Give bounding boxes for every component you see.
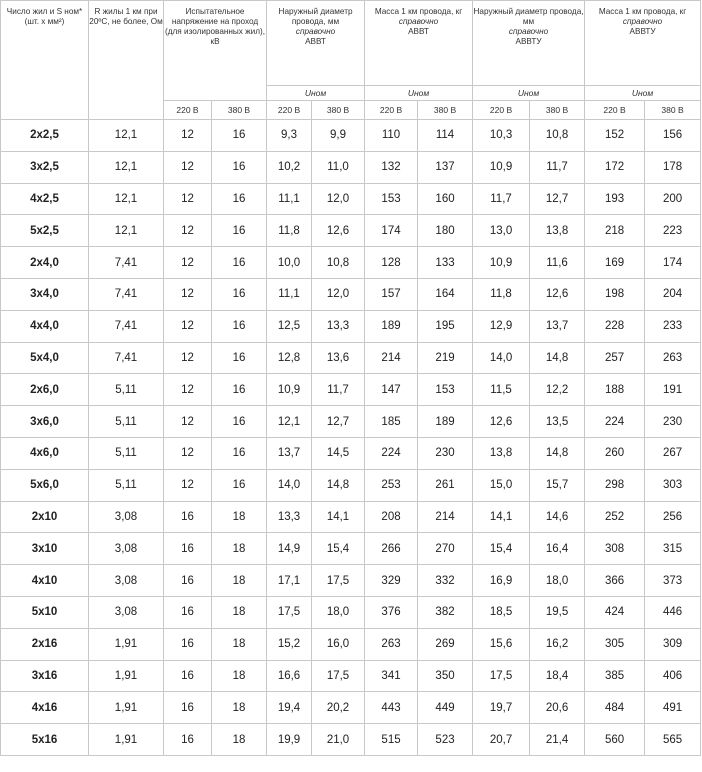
cell-mass-abvt-220: 128 bbox=[365, 247, 418, 279]
cell-diameter-abvtu-380: 12,6 bbox=[530, 278, 585, 310]
cell-diameter-abvt-380: 14,5 bbox=[312, 437, 365, 469]
cell-diameter-abvtu-220: 15,0 bbox=[473, 469, 530, 501]
cell-test-380: 18 bbox=[212, 692, 267, 724]
header-diameter-abvtu-label: Наружный диаметр провода, мм bbox=[473, 7, 584, 26]
cell-test-220: 12 bbox=[164, 247, 212, 279]
cell-mass-abvt-220: 185 bbox=[365, 406, 418, 438]
unom-diameter-abvt: Uном bbox=[267, 86, 365, 101]
cell-diameter-abvtu-220: 11,7 bbox=[473, 183, 530, 215]
cell-diameter-abvtu-220: 20,7 bbox=[473, 724, 530, 756]
header-mass-abvt-brand: АВВТ bbox=[408, 27, 429, 36]
cell-mass-abvt-220: 515 bbox=[365, 724, 418, 756]
cell-strands: 4х4,0 bbox=[1, 310, 89, 342]
cell-test-220: 16 bbox=[164, 565, 212, 597]
header-diameter-abvt-brand: АВВТ bbox=[305, 37, 326, 46]
table-row bbox=[1, 215, 701, 247]
table-row bbox=[1, 501, 701, 533]
cell-test-380: 18 bbox=[212, 628, 267, 660]
cell-mass-abvt-220: 329 bbox=[365, 565, 418, 597]
cell-mass-abvt-380: 269 bbox=[418, 628, 473, 660]
cell-mass-abvt-380: 153 bbox=[418, 374, 473, 406]
cell-diameter-abvtu-220: 15,6 bbox=[473, 628, 530, 660]
cell-strands: 3х16 bbox=[1, 660, 89, 692]
cell-strands: 3х6,0 bbox=[1, 406, 89, 438]
cell-mass-abvtu-220: 484 bbox=[585, 692, 645, 724]
cell-diameter-abvt-220: 11,1 bbox=[267, 183, 312, 215]
cell-diameter-abvt-220: 10,9 bbox=[267, 374, 312, 406]
cell-mass-abvt-380: 137 bbox=[418, 151, 473, 183]
cell-test-380: 18 bbox=[212, 660, 267, 692]
cell-diameter-abvtu-380: 19,5 bbox=[530, 596, 585, 628]
cell-mass-abvt-380: 114 bbox=[418, 120, 473, 152]
cell-mass-abvtu-380: 174 bbox=[645, 247, 701, 279]
header-resistance: R жилы 1 км при 20ºС, не более, Ом bbox=[89, 1, 164, 120]
cell-mass-abvtu-380: 178 bbox=[645, 151, 701, 183]
cell-diameter-abvt-380: 15,4 bbox=[312, 533, 365, 565]
cell-diameter-abvt-380: 13,6 bbox=[312, 342, 365, 374]
cell-diameter-abvt-380: 18,0 bbox=[312, 596, 365, 628]
header-mass-abvt-note: справочно bbox=[398, 17, 439, 26]
cell-diameter-abvt-220: 16,6 bbox=[267, 660, 312, 692]
header-mass-abvtu-note: справочно bbox=[622, 17, 663, 26]
cell-mass-abvtu-380: 309 bbox=[645, 628, 701, 660]
cell-resistance: 1,91 bbox=[89, 724, 164, 756]
cell-diameter-abvtu-220: 16,9 bbox=[473, 565, 530, 597]
table-row bbox=[1, 310, 701, 342]
header-mass-abvt bbox=[365, 1, 473, 86]
cell-mass-abvt-220: 147 bbox=[365, 374, 418, 406]
cell-mass-abvtu-380: 230 bbox=[645, 406, 701, 438]
cell-mass-abvtu-220: 308 bbox=[585, 533, 645, 565]
cell-mass-abvt-380: 523 bbox=[418, 724, 473, 756]
cell-mass-abvt-380: 382 bbox=[418, 596, 473, 628]
table-row bbox=[1, 278, 701, 310]
unom-mass-abvt: Uном bbox=[365, 86, 473, 101]
table-row bbox=[1, 437, 701, 469]
cell-resistance: 1,91 bbox=[89, 660, 164, 692]
cell-mass-abvt-380: 180 bbox=[418, 215, 473, 247]
voltage-380-mass-abvt: 380 В bbox=[418, 101, 473, 120]
cell-diameter-abvt-380: 14,1 bbox=[312, 501, 365, 533]
cell-resistance: 7,41 bbox=[89, 247, 164, 279]
cell-diameter-abvt-380: 12,7 bbox=[312, 406, 365, 438]
cell-test-380: 18 bbox=[212, 501, 267, 533]
cell-test-380: 18 bbox=[212, 533, 267, 565]
header-diameter-abvtu-brand: АВВТУ bbox=[515, 37, 542, 46]
cell-test-220: 12 bbox=[164, 215, 212, 247]
cell-diameter-abvt-220: 14,0 bbox=[267, 469, 312, 501]
cell-strands: 2х4,0 bbox=[1, 247, 89, 279]
cell-strands: 4х16 bbox=[1, 692, 89, 724]
header-mass-abvtu-label: Масса 1 км провода, кг bbox=[598, 7, 687, 16]
cell-diameter-abvt-220: 10,0 bbox=[267, 247, 312, 279]
cell-test-220: 16 bbox=[164, 692, 212, 724]
table-row bbox=[1, 183, 701, 215]
cell-diameter-abvt-220: 9,3 bbox=[267, 120, 312, 152]
cell-mass-abvt-220: 208 bbox=[365, 501, 418, 533]
cell-mass-abvtu-380: 491 bbox=[645, 692, 701, 724]
cell-mass-abvtu-380: 233 bbox=[645, 310, 701, 342]
cell-resistance: 5,11 bbox=[89, 374, 164, 406]
cell-strands: 3х2,5 bbox=[1, 151, 89, 183]
cell-mass-abvtu-380: 256 bbox=[645, 501, 701, 533]
cell-diameter-abvtu-220: 14,0 bbox=[473, 342, 530, 374]
cell-diameter-abvt-220: 12,8 bbox=[267, 342, 312, 374]
cell-mass-abvt-220: 132 bbox=[365, 151, 418, 183]
cell-resistance: 5,11 bbox=[89, 406, 164, 438]
cell-mass-abvt-380: 261 bbox=[418, 469, 473, 501]
header-test-voltage: Испытательное напряжение на проход (для изолированных жил), кВ bbox=[164, 1, 267, 101]
cell-diameter-abvtu-220: 11,8 bbox=[473, 278, 530, 310]
cell-diameter-abvt-220: 13,3 bbox=[267, 501, 312, 533]
cell-strands: 2х6,0 bbox=[1, 374, 89, 406]
cell-diameter-abvtu-380: 13,7 bbox=[530, 310, 585, 342]
cell-mass-abvtu-220: 188 bbox=[585, 374, 645, 406]
table-row bbox=[1, 469, 701, 501]
voltage-220-mass-abvt: 220 В bbox=[365, 101, 418, 120]
cell-diameter-abvt-380: 9,9 bbox=[312, 120, 365, 152]
cell-mass-abvtu-380: 200 bbox=[645, 183, 701, 215]
cell-diameter-abvt-380: 14,8 bbox=[312, 469, 365, 501]
cell-diameter-abvt-380: 11,0 bbox=[312, 151, 365, 183]
cell-test-380: 16 bbox=[212, 437, 267, 469]
cell-mass-abvtu-220: 424 bbox=[585, 596, 645, 628]
cell-test-380: 18 bbox=[212, 565, 267, 597]
cell-diameter-abvt-220: 13,7 bbox=[267, 437, 312, 469]
cell-resistance: 5,11 bbox=[89, 469, 164, 501]
cell-diameter-abvtu-220: 13,0 bbox=[473, 215, 530, 247]
cell-mass-abvt-220: 174 bbox=[365, 215, 418, 247]
cell-mass-abvtu-380: 267 bbox=[645, 437, 701, 469]
cell-mass-abvtu-380: 406 bbox=[645, 660, 701, 692]
cell-diameter-abvt-380: 12,6 bbox=[312, 215, 365, 247]
cell-diameter-abvt-220: 12,1 bbox=[267, 406, 312, 438]
cell-strands: 4х2,5 bbox=[1, 183, 89, 215]
cell-resistance: 7,41 bbox=[89, 278, 164, 310]
cell-resistance: 5,11 bbox=[89, 437, 164, 469]
cell-resistance: 7,41 bbox=[89, 310, 164, 342]
header-diameter-abvtu-note: справочно bbox=[508, 27, 549, 36]
cell-diameter-abvt-380: 12,0 bbox=[312, 183, 365, 215]
cell-diameter-abvt-220: 17,1 bbox=[267, 565, 312, 597]
cell-mass-abvtu-380: 156 bbox=[645, 120, 701, 152]
cell-strands: 4х6,0 bbox=[1, 437, 89, 469]
cell-mass-abvtu-220: 152 bbox=[585, 120, 645, 152]
cell-mass-abvtu-380: 315 bbox=[645, 533, 701, 565]
cell-mass-abvt-380: 332 bbox=[418, 565, 473, 597]
cell-strands: 5х16 bbox=[1, 724, 89, 756]
cell-resistance: 12,1 bbox=[89, 183, 164, 215]
cell-test-380: 16 bbox=[212, 469, 267, 501]
cell-resistance: 12,1 bbox=[89, 151, 164, 183]
cell-mass-abvt-220: 153 bbox=[365, 183, 418, 215]
header-diameter-abvt-note: справочно bbox=[295, 27, 336, 36]
cell-mass-abvt-220: 443 bbox=[365, 692, 418, 724]
cell-mass-abvt-220: 224 bbox=[365, 437, 418, 469]
voltage-380-mass-abvtu: 380 В bbox=[645, 101, 701, 120]
cell-diameter-abvtu-220: 18,5 bbox=[473, 596, 530, 628]
cell-diameter-abvtu-380: 14,6 bbox=[530, 501, 585, 533]
cell-test-220: 16 bbox=[164, 660, 212, 692]
table-row bbox=[1, 374, 701, 406]
cell-mass-abvtu-220: 193 bbox=[585, 183, 645, 215]
cell-mass-abvtu-380: 191 bbox=[645, 374, 701, 406]
table-row bbox=[1, 692, 701, 724]
cell-test-380: 16 bbox=[212, 342, 267, 374]
table-row bbox=[1, 596, 701, 628]
table-row bbox=[1, 247, 701, 279]
cell-mass-abvt-380: 195 bbox=[418, 310, 473, 342]
table-row bbox=[1, 406, 701, 438]
header-strands: Число жил и S ном* (шт. х мм²) bbox=[1, 1, 89, 120]
cell-diameter-abvtu-380: 16,4 bbox=[530, 533, 585, 565]
cell-mass-abvt-220: 263 bbox=[365, 628, 418, 660]
voltage-380-diameter-abvtu: 380 В bbox=[530, 101, 585, 120]
cell-mass-abvt-380: 214 bbox=[418, 501, 473, 533]
cell-test-220: 16 bbox=[164, 501, 212, 533]
table-header bbox=[1, 1, 701, 120]
unom-diameter-abvtu: Uном bbox=[473, 86, 585, 101]
cell-diameter-abvt-220: 11,1 bbox=[267, 278, 312, 310]
header-mass-abvt-label: Масса 1 км провода, кг bbox=[374, 7, 463, 16]
cell-strands: 5х2,5 bbox=[1, 215, 89, 247]
cell-mass-abvt-220: 376 bbox=[365, 596, 418, 628]
cell-strands: 2х2,5 bbox=[1, 120, 89, 152]
cell-diameter-abvtu-220: 12,6 bbox=[473, 406, 530, 438]
cell-mass-abvtu-220: 228 bbox=[585, 310, 645, 342]
cell-test-380: 16 bbox=[212, 151, 267, 183]
cell-mass-abvt-380: 350 bbox=[418, 660, 473, 692]
cell-diameter-abvt-380: 16,0 bbox=[312, 628, 365, 660]
cell-resistance: 3,08 bbox=[89, 596, 164, 628]
header-diameter-abvt-label: Наружный диаметр провода, мм bbox=[278, 7, 353, 26]
cell-mass-abvt-220: 157 bbox=[365, 278, 418, 310]
cell-mass-abvtu-380: 204 bbox=[645, 278, 701, 310]
cell-mass-abvt-380: 160 bbox=[418, 183, 473, 215]
cell-mass-abvtu-380: 263 bbox=[645, 342, 701, 374]
cell-test-380: 16 bbox=[212, 278, 267, 310]
cell-strands: 4х10 bbox=[1, 565, 89, 597]
cell-mass-abvtu-220: 305 bbox=[585, 628, 645, 660]
cell-diameter-abvtu-380: 20,6 bbox=[530, 692, 585, 724]
table-row bbox=[1, 533, 701, 565]
cell-mass-abvt-380: 449 bbox=[418, 692, 473, 724]
cell-diameter-abvtu-220: 10,9 bbox=[473, 247, 530, 279]
cell-diameter-abvt-380: 12,0 bbox=[312, 278, 365, 310]
cell-test-220: 12 bbox=[164, 342, 212, 374]
cell-strands: 5х6,0 bbox=[1, 469, 89, 501]
cell-test-220: 16 bbox=[164, 596, 212, 628]
cell-mass-abvtu-220: 169 bbox=[585, 247, 645, 279]
cell-diameter-abvt-220: 14,9 bbox=[267, 533, 312, 565]
table-row bbox=[1, 342, 701, 374]
cell-diameter-abvtu-380: 14,8 bbox=[530, 342, 585, 374]
cell-mass-abvt-380: 219 bbox=[418, 342, 473, 374]
header-diameter-abvt bbox=[267, 1, 365, 86]
cell-resistance: 3,08 bbox=[89, 501, 164, 533]
cell-mass-abvt-220: 189 bbox=[365, 310, 418, 342]
cell-strands: 5х4,0 bbox=[1, 342, 89, 374]
cell-test-220: 12 bbox=[164, 469, 212, 501]
cell-resistance: 3,08 bbox=[89, 533, 164, 565]
table-row bbox=[1, 151, 701, 183]
cell-diameter-abvt-380: 17,5 bbox=[312, 565, 365, 597]
cell-test-220: 12 bbox=[164, 151, 212, 183]
cell-test-220: 12 bbox=[164, 374, 212, 406]
cell-test-380: 16 bbox=[212, 183, 267, 215]
cell-diameter-abvtu-220: 15,4 bbox=[473, 533, 530, 565]
voltage-380-diameter-abvt: 380 В bbox=[312, 101, 365, 120]
cell-diameter-abvt-220: 10,2 bbox=[267, 151, 312, 183]
cell-diameter-abvt-380: 11,7 bbox=[312, 374, 365, 406]
cell-strands: 3х4,0 bbox=[1, 278, 89, 310]
header-mass-abvtu-brand: АВВТУ bbox=[629, 27, 656, 36]
cell-mass-abvt-220: 110 bbox=[365, 120, 418, 152]
cell-diameter-abvtu-380: 13,8 bbox=[530, 215, 585, 247]
cell-test-220: 16 bbox=[164, 628, 212, 660]
cell-test-220: 12 bbox=[164, 183, 212, 215]
cell-mass-abvtu-220: 298 bbox=[585, 469, 645, 501]
cell-test-220: 12 bbox=[164, 278, 212, 310]
table-row bbox=[1, 565, 701, 597]
cell-strands: 2х16 bbox=[1, 628, 89, 660]
cell-test-220: 16 bbox=[164, 533, 212, 565]
cell-resistance: 7,41 bbox=[89, 342, 164, 374]
cell-test-380: 16 bbox=[212, 374, 267, 406]
cell-diameter-abvt-380: 17,5 bbox=[312, 660, 365, 692]
cell-mass-abvt-380: 164 bbox=[418, 278, 473, 310]
cell-mass-abvtu-220: 218 bbox=[585, 215, 645, 247]
cell-test-220: 12 bbox=[164, 310, 212, 342]
cell-diameter-abvt-220: 17,5 bbox=[267, 596, 312, 628]
cell-diameter-abvtu-220: 10,9 bbox=[473, 151, 530, 183]
cell-test-380: 18 bbox=[212, 596, 267, 628]
table-row bbox=[1, 628, 701, 660]
cell-diameter-abvtu-380: 21,4 bbox=[530, 724, 585, 756]
cell-diameter-abvt-380: 10,8 bbox=[312, 247, 365, 279]
cell-test-220: 12 bbox=[164, 406, 212, 438]
cell-mass-abvt-220: 266 bbox=[365, 533, 418, 565]
cell-diameter-abvt-220: 19,4 bbox=[267, 692, 312, 724]
voltage-380-test: 380 В bbox=[212, 101, 267, 120]
cell-mass-abvt-380: 230 bbox=[418, 437, 473, 469]
cell-mass-abvtu-220: 252 bbox=[585, 501, 645, 533]
cell-mass-abvtu-380: 565 bbox=[645, 724, 701, 756]
cell-test-380: 16 bbox=[212, 310, 267, 342]
cell-mass-abvt-380: 133 bbox=[418, 247, 473, 279]
cell-test-220: 12 bbox=[164, 120, 212, 152]
table-row bbox=[1, 660, 701, 692]
cell-diameter-abvtu-380: 15,7 bbox=[530, 469, 585, 501]
cell-resistance: 3,08 bbox=[89, 565, 164, 597]
cell-mass-abvtu-220: 224 bbox=[585, 406, 645, 438]
table-row bbox=[1, 120, 701, 152]
cell-resistance: 12,1 bbox=[89, 120, 164, 152]
voltage-220-diameter-abvtu: 220 В bbox=[473, 101, 530, 120]
voltage-220-mass-abvtu: 220 В bbox=[585, 101, 645, 120]
cell-strands: 5х10 bbox=[1, 596, 89, 628]
cell-strands: 3х10 bbox=[1, 533, 89, 565]
cell-mass-abvtu-220: 366 bbox=[585, 565, 645, 597]
header-diameter-abvtu bbox=[473, 1, 585, 86]
cell-diameter-abvtu-220: 13,8 bbox=[473, 437, 530, 469]
cell-test-380: 16 bbox=[212, 120, 267, 152]
cell-diameter-abvtu-380: 11,6 bbox=[530, 247, 585, 279]
cell-test-220: 16 bbox=[164, 724, 212, 756]
cell-mass-abvtu-380: 446 bbox=[645, 596, 701, 628]
cell-diameter-abvtu-220: 14,1 bbox=[473, 501, 530, 533]
cell-mass-abvtu-220: 560 bbox=[585, 724, 645, 756]
cell-diameter-abvtu-380: 10,8 bbox=[530, 120, 585, 152]
cell-diameter-abvtu-220: 19,7 bbox=[473, 692, 530, 724]
cell-mass-abvt-380: 270 bbox=[418, 533, 473, 565]
cell-mass-abvtu-220: 385 bbox=[585, 660, 645, 692]
cell-mass-abvtu-380: 303 bbox=[645, 469, 701, 501]
table-body bbox=[1, 120, 701, 756]
cell-mass-abvtu-380: 223 bbox=[645, 215, 701, 247]
cell-diameter-abvt-380: 20,2 bbox=[312, 692, 365, 724]
cell-diameter-abvtu-380: 11,7 bbox=[530, 151, 585, 183]
cell-diameter-abvtu-220: 10,3 bbox=[473, 120, 530, 152]
cell-resistance: 1,91 bbox=[89, 692, 164, 724]
voltage-220-diameter-abvt: 220 В bbox=[267, 101, 312, 120]
cell-mass-abvtu-380: 373 bbox=[645, 565, 701, 597]
cell-diameter-abvtu-380: 12,2 bbox=[530, 374, 585, 406]
cell-test-380: 16 bbox=[212, 247, 267, 279]
cell-strands: 2х10 bbox=[1, 501, 89, 533]
cell-diameter-abvtu-380: 12,7 bbox=[530, 183, 585, 215]
cell-diameter-abvt-220: 11,8 bbox=[267, 215, 312, 247]
cell-mass-abvtu-220: 198 bbox=[585, 278, 645, 310]
cell-diameter-abvtu-380: 13,5 bbox=[530, 406, 585, 438]
table-row bbox=[1, 724, 701, 756]
cell-diameter-abvtu-220: 11,5 bbox=[473, 374, 530, 406]
cell-mass-abvt-220: 214 bbox=[365, 342, 418, 374]
cell-resistance: 12,1 bbox=[89, 215, 164, 247]
cell-resistance: 1,91 bbox=[89, 628, 164, 660]
cell-diameter-abvtu-380: 14,8 bbox=[530, 437, 585, 469]
unom-mass-abvtu: Uном bbox=[585, 86, 701, 101]
header-mass-abvtu bbox=[585, 1, 701, 86]
cell-diameter-abvt-220: 19,9 bbox=[267, 724, 312, 756]
cell-diameter-abvt-380: 13,3 bbox=[312, 310, 365, 342]
cell-diameter-abvtu-380: 18,4 bbox=[530, 660, 585, 692]
cell-test-380: 16 bbox=[212, 406, 267, 438]
cell-mass-abvtu-220: 172 bbox=[585, 151, 645, 183]
cell-diameter-abvt-220: 12,5 bbox=[267, 310, 312, 342]
cell-test-220: 12 bbox=[164, 437, 212, 469]
cell-diameter-abvt-220: 15,2 bbox=[267, 628, 312, 660]
cell-diameter-abvtu-220: 12,9 bbox=[473, 310, 530, 342]
cell-test-380: 18 bbox=[212, 724, 267, 756]
cell-mass-abvt-220: 341 bbox=[365, 660, 418, 692]
cell-diameter-abvtu-220: 17,5 bbox=[473, 660, 530, 692]
cell-diameter-abvt-380: 21,0 bbox=[312, 724, 365, 756]
cell-diameter-abvtu-380: 18,0 bbox=[530, 565, 585, 597]
cell-mass-abvtu-220: 260 bbox=[585, 437, 645, 469]
cell-mass-abvtu-220: 257 bbox=[585, 342, 645, 374]
cell-mass-abvt-380: 189 bbox=[418, 406, 473, 438]
cell-diameter-abvtu-380: 16,2 bbox=[530, 628, 585, 660]
cell-mass-abvt-220: 253 bbox=[365, 469, 418, 501]
voltage-220-test: 220 В bbox=[164, 101, 212, 120]
cell-test-380: 16 bbox=[212, 215, 267, 247]
